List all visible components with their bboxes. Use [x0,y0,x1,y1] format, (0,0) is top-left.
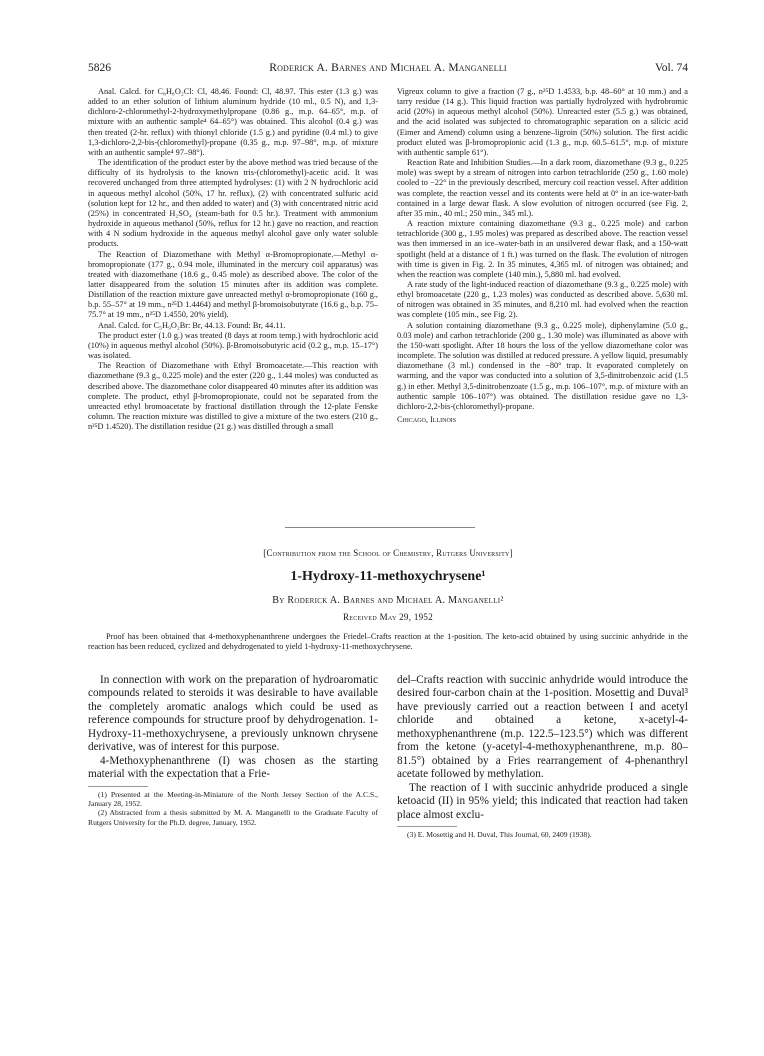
abstract: Proof has been obtained that 4-methoxyphenanthrene undergoes the Friedel–Crafts reaction at the 1-position. The keto-acid obtained by using succinic anhydride in the reaction has been reduced, cyclized and dehydrogenated to yield 1-hydroxy-11-methoxychrysene. [88,632,688,652]
body-right-column [397,674,688,839]
page-number: 5826 [88,62,111,74]
paragraph: A reaction mixture containing diazomethane (9.3 g., 0.225 mole) and carbon tetrachloride (300 g., 1.95 moles) was prepared as described above. The reaction vessel was then immersed in an ice–water-bath in an unsilvered dewar flask, and a 150-watt spotlight (held at a distance of 1 ft.) was turned on the flask. The evolution of nitrogen with time is given in Fig. 2. In 35 minutes, 4,365 ml. of nitrogen was obtained; and when the reaction was complete (140 min.), 5,880 ml. had evolved. [397,219,688,279]
paragraph: 4-Methoxyphenanthrene (I) was chosen as the starting material with the expectation that a Frie- [88,754,378,781]
left-column [88,87,378,432]
paragraph: The product ester (1.0 g.) was treated (8 days at room temp.) with hydrochloric acid (10%) in aqueous methyl alcohol (50%). β-Bromoisobutyric acid (0.2 g., m.p. 15–17°) was isolated. [88,330,378,361]
footnote: (3) E. Mosettig and H. Duval, This Journal, 60, 2409 (1938). [407,829,592,839]
paragraph: In connection with work on the preparation of hydroaromatic compounds related to steroids it was desirable to have available the completely aromatic analogs which could be used as reference compounds for structure proof by dehydrogenation. 1-Hydroxy-11-methoxychrysene, a previously unknown chrysene derivative, was of interest for this purpose. [88,674,378,754]
volume-label: Vol. 74 [654,62,688,74]
paragraph: The identification of the product ester by the above method was tried because of the difficulty of its hydrolysis to the known tris-(chloromethyl)-acetic acid. It was recovered unchanged from three attempted hydrolyses: (1) with 2 N hydrochloric acid in aqueous methyl alcohol (50%, 17 hr. reflux), (2) with concentrated sulfuric acid (solution kept for 12 hr., and then added to water) and (3) with concentrated nitric acid (25%) in concentrated H₂SO₄ (steam-bath for 0.5 hr.). Treatment with ammonium hydroxide in aqueous methanol (50%, reflux for 12 hr.) gave no reaction, and reaction with 4 N sodium hydroxide in the aqueous methyl alcohol gave only water soluble products. [88,158,378,249]
paragraph: A rate study of the light-induced reaction of diazomethane (9.3 g., 0.225 mole) with ethyl bromoacetate (220 g., 1.23 moles) was conducted as described above. 5,630 ml. of nitrogen was obtained in 35 minutes, and 8,210 ml. had evolved when the reaction was complete (105 min., see Fig. 2). [397,279,688,320]
section-divider [285,527,475,528]
right-column [397,87,688,425]
running-title: Roderick A. Barnes and Michael A. Manganelli [269,62,507,74]
paragraph: Vigreux column to give a fraction (7 g., n²⁵D 1.4533, b.p. 48–60° at 10 mm.) and a tarry residue (14 g.). This liquid fraction was partially hydrolyzed with hydrobromic acid (20%) in aqueous methyl alcohol (50%). Unreacted ester (5.5 g.) was obtained, and the acid isolated was subjected to chromatographic separation on a silicic acid (Eimer and Amend) column using a benzene–ligroin (50%) solution. The first acidic product eluted was β-bromopropionic acid (1.3 g., m.p. 60.5–61.5°, m.p. of mixture with authentic sample 61°). [397,87,688,157]
paragraph: A solution containing diazomethane (9.3 g., 0.225 mole), diphenylamine (5.0 g., 0.03 mole) and carbon tetrachloride (200 g., 1.30 mole) was illuminated as above with the 150-watt spotlight. After 18 hours the loss of the yellow diazomethane color was incomplete. The solution was distilled at reduced pressure. A yellow liquid, presumably diazomethane (3 ml.) condensed in the −80° trap. It evaporated completely on warming, and the vapor was conducted into a solution of 3,5-dinitrobenzoic acid (1.5 g.) in ether. Methyl 3,5-dinitrobenzoate (1.5 g., m.p. 106–107°, m.p. of mixture with an authentic sample 106–107°) was obtained. The distillation residue gave no 1,3-dichloro-2,2-bis-(chloromethyl)-propane. [397,320,688,411]
contribution-line: [Contribution from the School of Chemistry, Rutgers University] [263,548,513,558]
footnote-rule [397,826,457,827]
paragraph: Anal. Calcd. for C₈H₈O₂Cl: Cl, 48.46. Found: Cl, 48.97. This ester (1.3 g.) was added to an ether solution of lithium aluminum hydride (10 ml., 0.5 N), and 1,3-dichloro-2-chloromethyl-2-hydroxymethylpropane (0.86 g., m.p. 64–65°, m.p. of mixture with an authentic sample⁴ 64–65°) was obtained. This alcohol (0.4 g.) was then treated (2-hr. reflux) with thionyl chloride (1.5 g.) and pyridine (0.4 ml.) to give 1,3-dichloro-2,2-bis-(chloromethyl)-propane (0.35 g., m.p. 97–98°, m.p. of mixture with an authentic sample⁴ 97–98°). [88,87,378,157]
body-left-column [88,674,378,827]
paragraph: Anal. Calcd. for C₅H₉O₂Br: Br, 44.13. Found: Br, 44.11. [98,320,286,330]
paragraph: The reaction of I with succinic anhydride produced a single ketoacid (II) in 95% yield; this indicated that reaction had taken place almost exclu- [397,781,688,821]
paragraph: Reaction Rate and Inhibition Studies.—In a dark room, diazomethane (9.3 g., 0.225 mole) was swept by a stream of nitrogen into carbon tetrachloride (250 g., 1.60 mole) cooled to −22° in the previously described, mercury coil reaction vessel. After addition was complete, the reaction vessel and its contents were held at 0° in an ice-water-bath contained in a large dewar flask. A slow evolution of nitrogen occurred (see Fig. 2, after 35 min., 40 ml.; 250 min., 345 ml.). [397,158,688,218]
footnotes [397,830,688,839]
footnotes [88,790,378,827]
byline: By Roderick A. Barnes and Michael A. Manganelli² [272,595,504,606]
running-header [88,62,688,78]
paragraph: del–Crafts reaction with succinic anhydride would introduce the desired four-carbon chain at the 1-position. Mosettig and Duval³ have previously carried out a reaction between I and acetyl chloride and obtained a ketone, x-acetyl-4-methoxyphenanthrene (m.p. 122.5–123.5°) which was different from the ketone (y-acetyl-4-methoxyphenanthrene, m.p. 80–81.5°) obtained by a Fries rearrangement of 4-phenanthryl acetate followed by methylation. [397,674,688,781]
paragraph: The Reaction of Diazomethane with Ethyl Bromoacetate.—This reaction with diazomethane (9.3 g., 0.225 mole) and the ester (220 g., 1.44 moles) was conducted as described above. The diazomethane color disappeared 40 minutes after its addition was complete. The product, ethyl β-bromopropionate, could not be separated from the unreacted ethyl bromoacetate by fractional distillation through the 12-plate Fenske column. The reaction mixture was distilled to give a mixture of the two esters (210 g., n²⁵D 1.4520). The distillation residue (21 g.) was distilled through a small [88,361,378,432]
footnote-rule [88,786,148,787]
footnote: (1) Presented at the Meeting-in-Miniature of the North Jersey Section of the A.C.S., January 28, 1952. [88,789,378,808]
paragraph: The Reaction of Diazomethane with Methyl α-Bromopropionate.—Methyl α-bromopropionate (177 g., 0.94 mole, illuminated in the mercury coil apparatus) was treated with diazomethane (18.6 g., 0.45 mole) as described above. The color of the latter disappeared from the solution 15 minutes after its addition was complete. Distillation of the reaction mixture gave unreacted methyl α-bromopropionate (160 g., b.p. 55–57° at 19 mm., n²⁵D 1.4464) and methyl β-bromoisobutyrate (16.6 g., b.p. 75–75.7° at 19 mm., n²⁵D 1.4550, 20% yield). [88,249,378,320]
article-title: 1-Hydroxy-11-methoxychrysene¹ [290,569,486,584]
location: Chicago, Illinois [397,415,457,424]
footnote: (2) Abstracted from a thesis submitted by M. A. Manganelli to the Graduate Faculty of Rutgers University for the Ph.D. degree, January, 1952. [88,808,378,827]
received-date: Received May 29, 1952 [342,612,434,622]
